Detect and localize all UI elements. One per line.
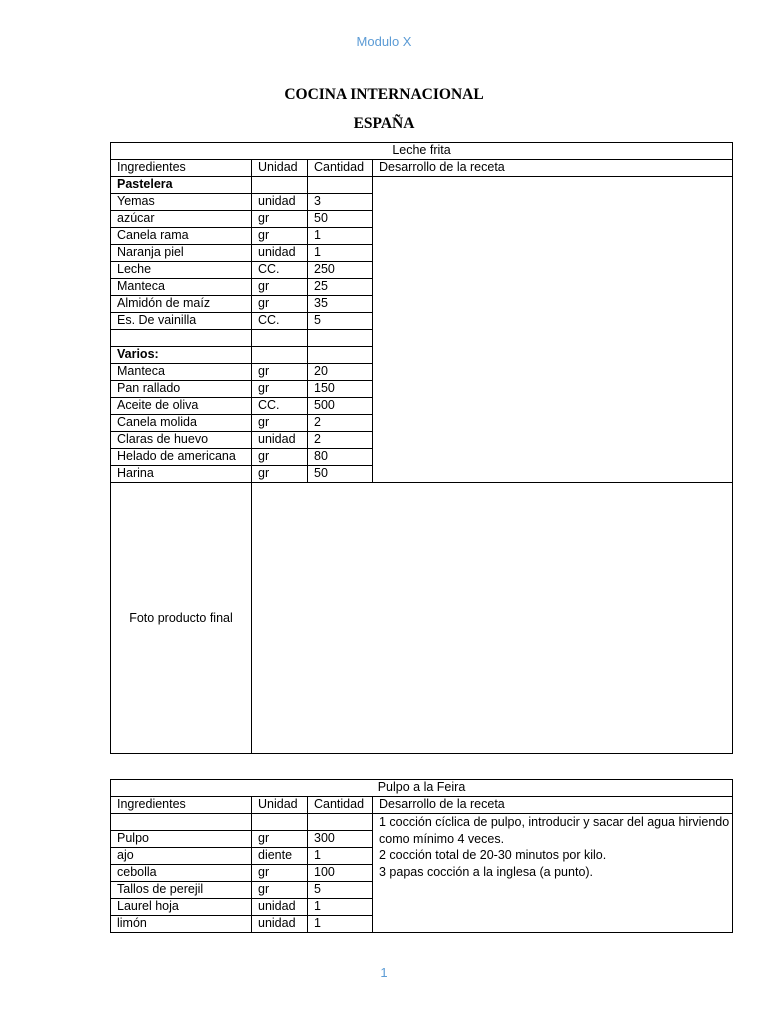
quantity-cell: 250 (308, 262, 373, 279)
ingredient-cell: Almidón de maíz (111, 296, 252, 313)
unit-cell: gr (252, 279, 308, 296)
ingredient-cell: Harina (111, 466, 252, 483)
quantity-cell: 5 (308, 882, 373, 899)
quantity-cell: 3 (308, 194, 373, 211)
unit-cell: gr (252, 364, 308, 381)
unit-cell: unidad (252, 916, 308, 933)
quantity-cell: 20 (308, 364, 373, 381)
unit-cell: gr (252, 415, 308, 432)
unit-cell (252, 177, 308, 194)
recipe-name: Pulpo a la Feira (111, 780, 733, 797)
photo-row (111, 483, 733, 754)
quantity-cell: 50 (308, 211, 373, 228)
ingredient-cell: Varios: (111, 347, 252, 364)
quantity-cell (308, 347, 373, 364)
unit-cell: gr (252, 228, 308, 245)
column-header-unit: Unidad (252, 797, 308, 814)
recipe-name: Leche frita (111, 143, 733, 160)
ingredient-cell: Es. De vainilla (111, 313, 252, 330)
column-header-unit: Unidad (252, 160, 308, 177)
unit-cell: gr (252, 449, 308, 466)
recipe-steps-cell (373, 814, 733, 933)
column-header-quantity: Cantidad (308, 160, 373, 177)
recipe-table-leche-frita (110, 142, 733, 754)
unit-cell: gr (252, 381, 308, 398)
quantity-cell (308, 177, 373, 194)
ingredient-cell: Yemas (111, 194, 252, 211)
recipe-step: 2 cocción total de 20-30 minutos por kilo. (379, 848, 607, 862)
ingredient-cell: Helado de americana (111, 449, 252, 466)
recipe-step: 1 cocción cíclica de pulpo, introducir y sacar del agua hirviendo como mínimo 4 veces. (379, 815, 730, 846)
unit-cell: unidad (252, 194, 308, 211)
unit-cell: unidad (252, 432, 308, 449)
unit-cell: CC. (252, 398, 308, 415)
ingredient-cell: Leche (111, 262, 252, 279)
quantity-cell: 50 (308, 466, 373, 483)
ingredient-cell: Pan rallado (111, 381, 252, 398)
unit-cell: unidad (252, 899, 308, 916)
ingredient-cell: cebolla (111, 865, 252, 882)
ingredient-cell: Claras de huevo (111, 432, 252, 449)
ingredient-cell: Laurel hoja (111, 899, 252, 916)
quantity-cell (308, 330, 373, 347)
ingredient-cell: Pastelera (111, 177, 252, 194)
column-header-steps: Desarrollo de la receta (373, 160, 733, 177)
ingredient-cell: Naranja piel (111, 245, 252, 262)
ingredient-cell: azúcar (111, 211, 252, 228)
ingredient-cell: Aceite de oliva (111, 398, 252, 415)
unit-cell: gr (252, 831, 308, 848)
quantity-cell: 1 (308, 916, 373, 933)
unit-cell: gr (252, 882, 308, 899)
unit-cell: gr (252, 296, 308, 313)
column-header-steps: Desarrollo de la receta (373, 797, 733, 814)
page-number: 1 (380, 965, 388, 980)
quantity-cell: 150 (308, 381, 373, 398)
recipe-steps-cell (373, 177, 733, 483)
recipe-title-row (111, 780, 733, 797)
unit-cell: CC. (252, 313, 308, 330)
quantity-cell: 300 (308, 831, 373, 848)
column-header-row (111, 160, 733, 177)
unit-cell: gr (252, 466, 308, 483)
quantity-cell: 2 (308, 432, 373, 449)
quantity-cell: 100 (308, 865, 373, 882)
ingredient-cell: Pulpo (111, 831, 252, 848)
recipe-title-row (111, 143, 733, 160)
table-row (111, 814, 733, 831)
document-subtitle: ESPAÑA (353, 115, 415, 132)
column-header-quantity: Cantidad (308, 797, 373, 814)
ingredient-cell (111, 814, 252, 831)
photo-label: Foto producto final (111, 483, 252, 754)
recipe-step: 3 papas cocción a la inglesa (a punto). (379, 864, 594, 879)
unit-cell (252, 330, 308, 347)
quantity-cell: 80 (308, 449, 373, 466)
unit-cell (252, 814, 308, 831)
ingredient-cell: Manteca (111, 364, 252, 381)
quantity-cell: 1 (308, 848, 373, 865)
quantity-cell: 25 (308, 279, 373, 296)
quantity-cell: 5 (308, 313, 373, 330)
quantity-cell: 2 (308, 415, 373, 432)
ingredient-cell: Canela molida (111, 415, 252, 432)
unit-cell: diente (252, 848, 308, 865)
unit-cell (252, 347, 308, 364)
ingredient-cell: Tallos de perejil (111, 882, 252, 899)
table-row (111, 177, 733, 194)
document-title: COCINA INTERNACIONAL (284, 86, 484, 103)
column-header-ingredient: Ingredientes (111, 160, 252, 177)
unit-cell: gr (252, 865, 308, 882)
ingredient-cell: Canela rama (111, 228, 252, 245)
unit-cell: CC. (252, 262, 308, 279)
column-header-ingredient: Ingredientes (111, 797, 252, 814)
column-header-row (111, 797, 733, 814)
ingredient-cell: limón (111, 916, 252, 933)
ingredient-cell: ajo (111, 848, 252, 865)
quantity-cell: 1 (308, 899, 373, 916)
quantity-cell: 35 (308, 296, 373, 313)
unit-cell: unidad (252, 245, 308, 262)
unit-cell: gr (252, 211, 308, 228)
page-header: Modulo X (356, 34, 412, 49)
photo-area (252, 483, 733, 754)
recipe-table-pulpo-a-la-feira (110, 779, 733, 933)
quantity-cell: 1 (308, 228, 373, 245)
ingredient-cell: Manteca (111, 279, 252, 296)
quantity-cell: 1 (308, 245, 373, 262)
quantity-cell (308, 814, 373, 831)
ingredient-cell (111, 330, 252, 347)
quantity-cell: 500 (308, 398, 373, 415)
